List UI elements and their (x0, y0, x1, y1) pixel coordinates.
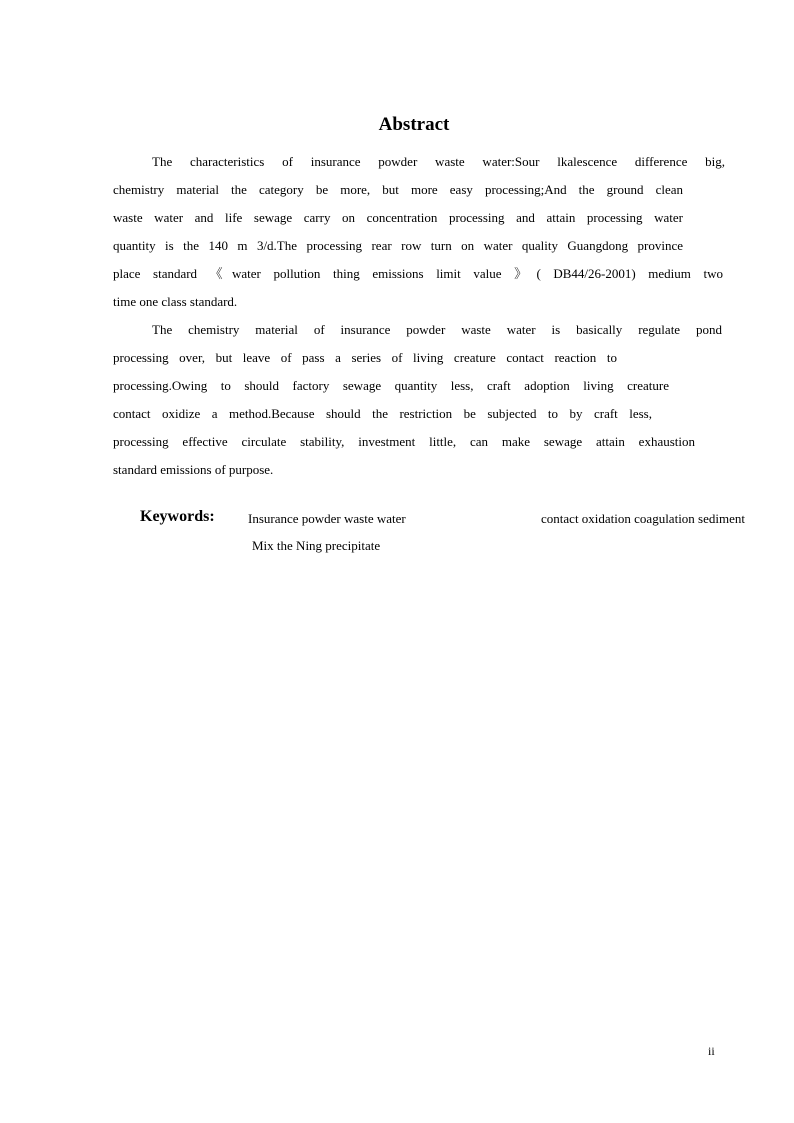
paragraph2-line-1: The chemistry material of insurance powder waste water is basically regulate pond (152, 322, 722, 337)
paragraph2-line-3: processing.Owing to should factory sewage quantity less, craft adoption living creature (113, 378, 669, 393)
paragraph1-line-6: time one class standard. (113, 294, 238, 309)
paragraph1-line-5: place standard 《water pollution thing emissions limit value 》( DB44/26-2001) medium two (113, 266, 723, 281)
keyword-item-1: Insurance powder waste water (248, 511, 406, 526)
abstract-body (113, 148, 725, 484)
paragraph1-line-4: quantity is the 140 m 3/d.The processing rear row turn on water quality Guangdong province (113, 238, 683, 253)
paragraph2-line-2: processing over, but leave of pass a series of living creature contact reaction to (113, 350, 617, 365)
abstract-title: Abstract (378, 114, 450, 135)
page-number: ii (708, 1044, 715, 1058)
paragraph1-line-1: The characteristics of insurance powder waste water:Sour lkalescence difference big, (152, 154, 725, 169)
keyword-item-2: contact oxidation coagulation sediment (541, 511, 745, 526)
paragraph2-line-5: processing effective circulate stability, investment little, can make sewage attain exhaustion (113, 434, 695, 449)
paragraph2-line-6: standard emissions of purpose. (113, 462, 274, 477)
keywords-label: Keywords: (140, 508, 215, 525)
keyword-item-3: Mix the Ning precipitate (252, 538, 381, 553)
keywords-line-1 (248, 511, 745, 527)
paragraph1-line-3: waste water and life sewage carry on concentration processing and attain processing water (113, 210, 683, 225)
paragraph1-line-2: chemistry material the category be more, but more easy processing;And the ground clean (113, 182, 683, 197)
paragraph2-line-4: contact oxidize a method.Because should the restriction be subjected to by craft less, (113, 406, 652, 421)
